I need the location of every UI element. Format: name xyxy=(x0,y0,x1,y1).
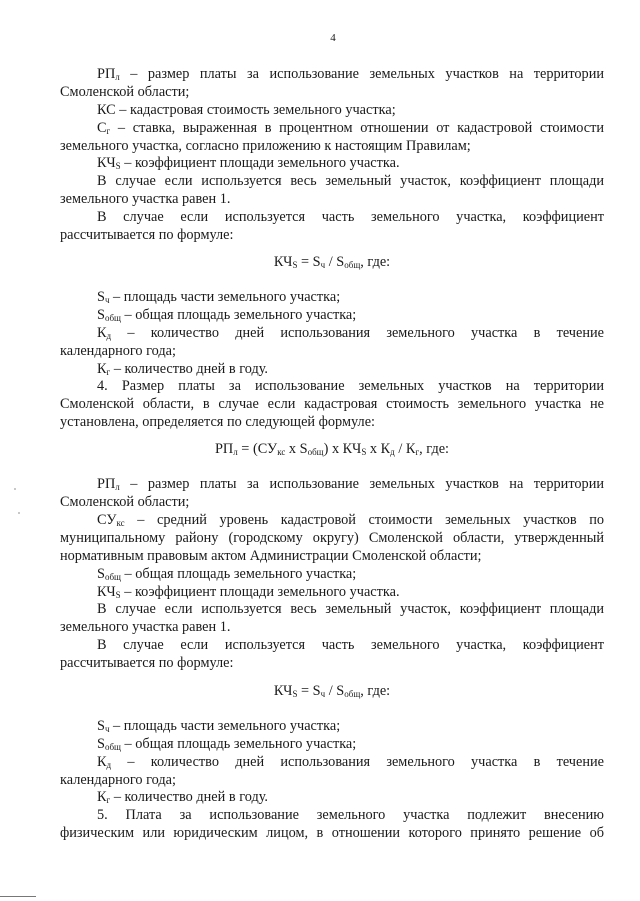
definition-rp-2-line-2: Смоленской области; xyxy=(60,494,190,510)
clause-4-line-3: установлена, определяется по следующей формуле: xyxy=(60,414,376,430)
whole-plot-2-line-2: земельного участка равен 1. xyxy=(60,619,231,635)
whole-plot-line-1: В случае если используется весь земельный участок, коэффициент площади xyxy=(97,173,604,189)
definition-kd-1-line-2: календарного года; xyxy=(60,343,176,359)
definition-sobsh-2: $S_{общ}$ – общая площадь земельного участка; xyxy=(97,566,357,582)
clause-5-line-1: 5. Плата за использование земельного участка подлежит внесению xyxy=(97,807,604,823)
definition-suks-line-3: нормативным правовым актом Администрации Смоленской области; xyxy=(60,548,482,564)
definition-rp-line-2: Смоленской области; xyxy=(60,84,190,100)
whole-plot-2-line-1: В случае если используется весь земельный участок, коэффициент площади xyxy=(97,601,604,617)
definition-kd-2-line-2: календарного года; xyxy=(60,772,176,788)
scan-artifact-dot xyxy=(18,512,20,514)
definition-sg-line-1: $С_г$ – ставка, выраженная в процентном отношении от кадастровой стоимости xyxy=(97,120,604,136)
formula-area-coefficient-1: $КЧ_S = S_ч / S_{общ}$, где: xyxy=(273,254,391,270)
part-plot-line-1: В случае если используется часть земельного участка, коэффициент xyxy=(97,209,604,225)
definition-kg-1: $К_г$ – количество дней в году. xyxy=(97,361,269,377)
formula-area-coefficient-2: $КЧ_S = S_ч / S_{общ}$, где: xyxy=(273,683,391,699)
definition-kd-1-line-1: $К_д$ – количество дней использования земельного участка в течение xyxy=(97,325,604,341)
definition-ks: КС – кадастровая стоимость земельного участка; xyxy=(97,102,396,118)
definition-sch-1: $S_ч$ – площадь части земельного участка; xyxy=(97,289,341,305)
part-plot-line-2: рассчитывается по формуле: xyxy=(60,227,234,243)
definition-kg-2: $К_г$ – количество дней в году. xyxy=(97,789,269,805)
formula-fee-no-cadastral: $РП_л = (СУ_{кс}$ х $S_{общ}$) х $КЧ_S$ х $К_д / К_г$, где: xyxy=(214,441,450,457)
clause-4-line-2: Смоленской области, в случае если кадастровая стоимость земельного участка не xyxy=(60,396,604,412)
definition-kchs: $КЧ_S$ – коэффициент площади земельного участка. xyxy=(97,155,400,171)
definition-kchs-2: $КЧ_S$ – коэффициент площади земельного участка. xyxy=(97,584,400,600)
clause-5-line-2: физическим или юридическим лицом, в отношении которого принято решение об xyxy=(60,825,604,841)
definition-sch-2: $S_ч$ – площадь части земельного участка; xyxy=(97,718,341,734)
part-plot-2-line-1: В случае если используется часть земельного участка, коэффициент xyxy=(97,637,604,653)
definition-sg-line-2: земельного участка, согласно приложению к настоящим Правилам; xyxy=(60,138,471,154)
whole-plot-line-2: земельного участка равен 1. xyxy=(60,191,231,207)
definition-rp-line-1: $РП_л$ – размер платы за использование земельных участков на территории xyxy=(97,66,604,82)
clause-4-line-1: 4. Размер платы за использование земельных участков на территории xyxy=(97,378,604,394)
definition-kd-2-line-1: $К_д$ – количество дней использования земельного участка в течение xyxy=(97,754,604,770)
definition-suks-line-1: $СУ_{кс}$ – средний уровень кадастровой стоимости земельных участков по xyxy=(97,512,604,528)
part-plot-2-line-2: рассчитывается по формуле: xyxy=(60,655,234,671)
page-number: 4 xyxy=(330,32,336,44)
definition-suks-line-2: муниципальному району (городскому округу) Смоленской области, утвержденный xyxy=(60,530,604,546)
definition-rp-2-line-1: $РП_л$ – размер платы за использование земельных участков на территории xyxy=(97,476,604,492)
definition-sobsh-3: $S_{общ}$ – общая площадь земельного участка; xyxy=(97,736,357,752)
definition-sobsh-1: $S_{общ}$ – общая площадь земельного участка; xyxy=(97,307,357,323)
scan-artifact-dot xyxy=(14,488,16,490)
scan-artifact-line xyxy=(0,896,36,897)
